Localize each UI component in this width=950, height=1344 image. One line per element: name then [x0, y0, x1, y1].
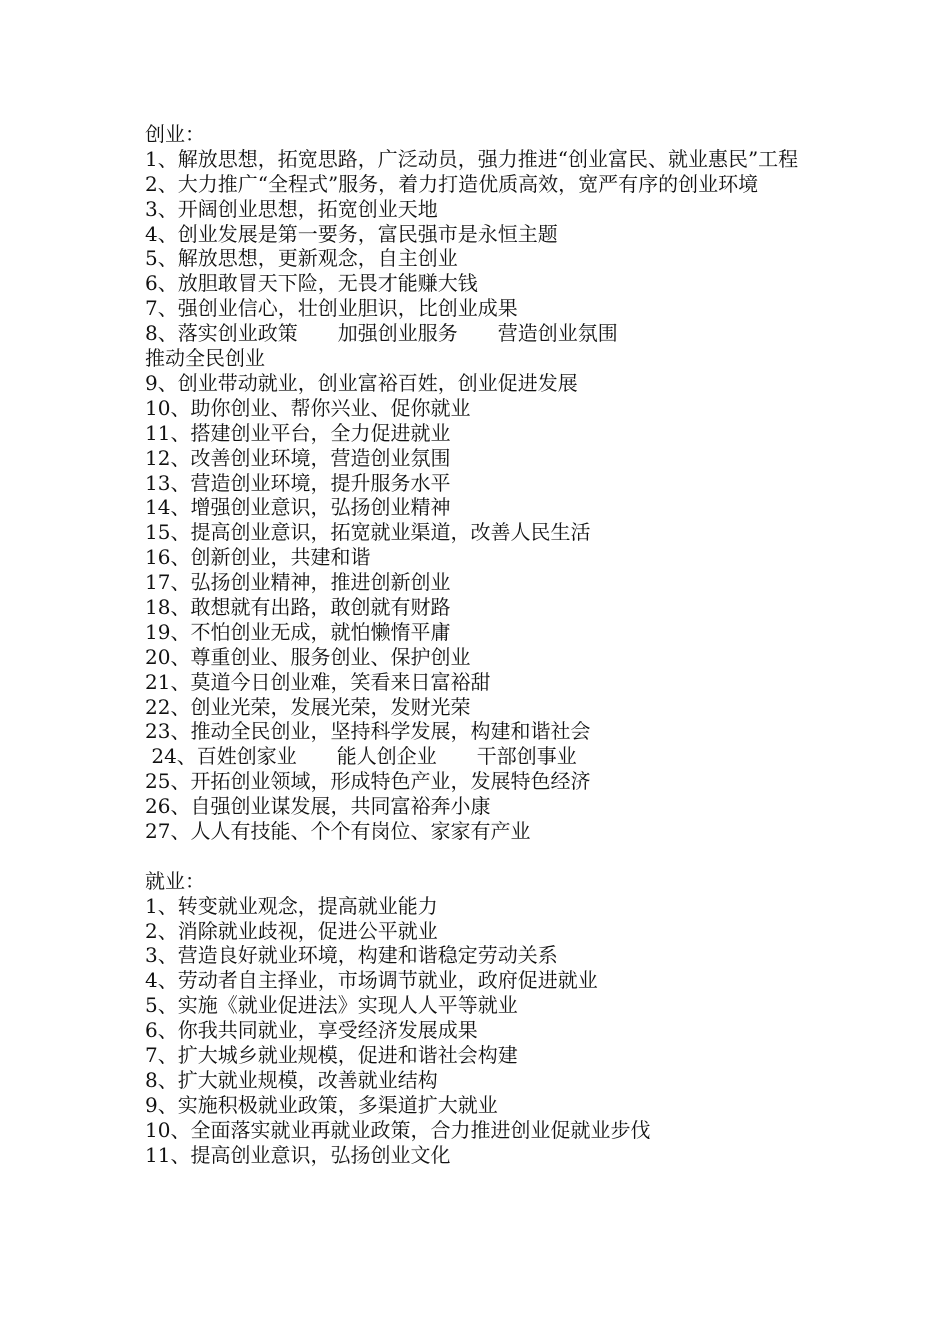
list-item: 3、开阔创业思想，拓宽创业天地 — [145, 196, 438, 221]
list-item: 7、扩大城乡就业规模，促进和谐社会构建 — [145, 1042, 518, 1067]
list-item: 8、落实创业政策 加强创业服务 营造创业氛围 — [145, 321, 618, 346]
list-item: 10、助你创业、帮你兴业、促你就业 — [145, 395, 471, 420]
chuangye-list — [145, 147, 815, 844]
list-item: 24、百姓创家业 能人创企业 干部创事业 — [145, 744, 577, 769]
jiuye-list — [145, 894, 815, 1168]
list-item: 14、增强创业意识，弘扬创业精神 — [145, 495, 451, 520]
list-item: 5、实施《就业促进法》实现人人平等就业 — [145, 993, 518, 1018]
list-item: 6、你我共同就业，享受经济发展成果 — [145, 1018, 478, 1043]
list-item: 22、创业光荣，发展光荣，发财光荣 — [145, 694, 471, 719]
list-item: 11、提高创业意识，弘扬创业文化 — [145, 1142, 451, 1167]
list-item: 26、自强创业谋发展，共同富裕奔小康 — [145, 794, 491, 819]
section-heading-chuangye: 创业： — [145, 122, 205, 146]
list-item: 4、劳动者自主择业，市场调节就业，政府促进就业 — [145, 968, 598, 993]
list-item: 18、敢想就有出路，敢创就有财路 — [145, 594, 451, 619]
list-item: 3、营造良好就业环境，构建和谐稳定劳动关系 — [145, 943, 558, 968]
list-item: 15、提高创业意识，拓宽就业渠道，改善人民生活 — [145, 520, 591, 545]
list-item: 2、大力推广“全程式”服务，着力打造优质高效，宽严有序的创业环境 — [145, 171, 759, 196]
list-item: 25、开拓创业领域，形成特色产业，发展特色经济 — [145, 769, 591, 794]
list-item: 16、创新创业，共建和谐 — [145, 545, 371, 570]
list-item: 4、创业发展是第一要务，富民强市是永恒主题 — [145, 221, 558, 246]
list-item: 1、解放思想，拓宽思路，广泛动员，强力推进“创业富民、就业惠民”工程 — [145, 146, 799, 171]
list-item: 21、莫道今日创业难，笑看来日富裕甜 — [145, 669, 491, 694]
list-item: 7、强创业信心，壮创业胆识，比创业成果 — [145, 296, 518, 321]
document-body — [145, 122, 815, 1167]
list-item: 6、放胆敢冒天下险，无畏才能赚大钱 — [145, 271, 478, 296]
list-item: 23、推动全民创业，坚持科学发展，构建和谐社会 — [145, 719, 591, 744]
list-item: 推动全民创业 — [145, 346, 265, 371]
list-item: 13、营造创业环境，提升服务水平 — [145, 470, 451, 495]
list-item: 9、实施积极就业政策，多渠道扩大就业 — [145, 1092, 498, 1117]
list-item: 19、不怕创业无成，就怕懒惰平庸 — [145, 619, 451, 644]
list-item: 11、搭建创业平台，全力促进就业 — [145, 420, 451, 445]
list-item: 20、尊重创业、服务创业、保护创业 — [145, 644, 471, 669]
section-heading-jiuye: 就业： — [145, 868, 205, 893]
list-item: 27、人人有技能、个个有岗位、家家有产业 — [145, 818, 531, 843]
list-item: 2、消除就业歧视，促进公平就业 — [145, 918, 438, 943]
list-item: 17、弘扬创业精神，推进创新创业 — [145, 570, 451, 595]
list-item: 9、创业带动就业，创业富裕百姓，创业促进发展 — [145, 370, 578, 395]
list-item: 12、改善创业环境，营造创业氛围 — [145, 445, 451, 470]
list-item: 5、解放思想，更新观念，自主创业 — [145, 246, 458, 271]
list-item: 1、转变就业观念，提高就业能力 — [145, 893, 438, 918]
list-item: 8、扩大就业规模，改善就业结构 — [145, 1067, 438, 1092]
list-item: 10、全面落实就业再就业政策，合力推进创业促就业步伐 — [145, 1117, 651, 1142]
section-spacer — [145, 844, 815, 869]
